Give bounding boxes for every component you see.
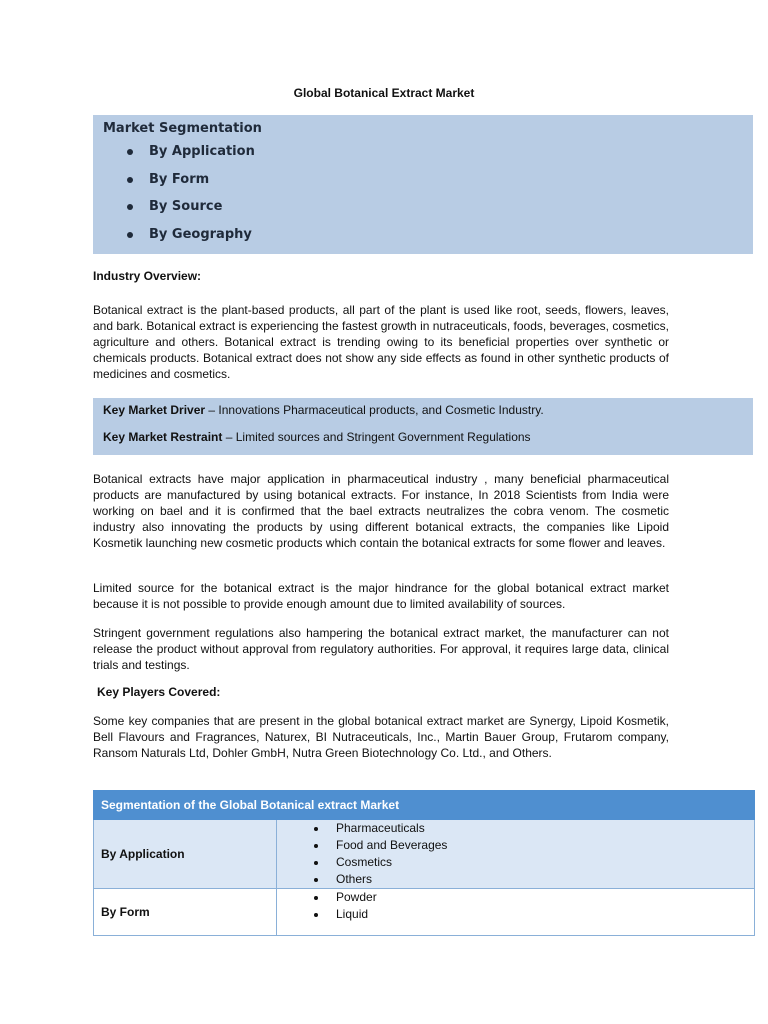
list-item: Others: [314, 871, 747, 888]
segmentation-item: By Form: [127, 172, 743, 200]
bullet-icon: [127, 177, 133, 183]
segmentation-item: By Source: [127, 199, 743, 227]
segmentation-list: [103, 144, 743, 254]
pharmaceutical-paragraph: Botanical extracts have major application in pharmaceutical industry , many beneficial pharmaceutical products are manufactured by using botanical extracts. For instance, In 2018 Scientists from India were working on bael and it is confirmed that the bael extracts neutralizes the cobra venom. The cosmetic industry also innovating the products by using different botanical extracts, the companies like Lipoid Kosmetik launching new cosmetic products which contain the botanical extracts for some flower and leaves.: [93, 472, 669, 550]
limited-source-paragraph: Limited source for the botanical extract is the major hindrance for the global botanical extract market because it is not possible to provide enough amount due to limited availability of sources.: [93, 581, 669, 611]
bullet-icon: [314, 844, 318, 848]
bullet-icon: [127, 149, 133, 155]
market-segmentation-box: [93, 115, 753, 254]
key-players-heading: Key Players Covered:: [97, 685, 221, 699]
bullet-icon: [127, 232, 133, 238]
row-items: [277, 820, 755, 889]
key-players-text: Some key companies that are present in the global botanical extract market are Synergy, Lipoid Kosmetik, Bell Flavours and Fragrances, Naturex, BI Nutraceuticals, Inc., Martin Bauer Group, Frutarom company, Ransom Naturals Ltd, Dohler GmbH, Nutra Green Biotechnology Co. Ltd., and Others.: [93, 714, 669, 760]
industry-overview-text: Botanical extract is the plant-based products, all part of the plant is used like root, seeds, flowers, leaves, and bark. Botanical extract is experiencing the fastest growth in nutraceuticals, foods, beverages, cosmetics, agriculture and others. Botanical extract is trending owing to its beneficial properties over synthetic or chemicals products. Botanical extract does not show any side effects as found in other synthetic products of medicines and cosmetics.: [93, 303, 669, 381]
bullet-icon: [314, 827, 318, 831]
key-market-driver: Key Market Driver – Innovations Pharmaceutical products, and Cosmetic Industry.: [103, 403, 544, 417]
key-market-restraint: Key Market Restraint – Limited sources and Stringent Government Regulations: [103, 430, 531, 444]
market-segmentation-heading: Market Segmentation: [103, 121, 262, 136]
row-items: [277, 889, 755, 936]
document-title: Global Botanical Extract Market: [293, 86, 475, 100]
list-item: Pharmaceuticals: [314, 820, 747, 837]
bullet-icon: [314, 896, 318, 900]
regulations-paragraph: Stringent government regulations also hampering the botanical extract market, the manufacturer can not release the product without approval from regulatory authorities. For approval, it requires large data, clinical trials and testings.: [93, 626, 669, 672]
list-item: Food and Beverages: [314, 837, 747, 854]
table-row: [94, 889, 755, 936]
row-label: By Application: [94, 820, 277, 889]
segmentation-table: [93, 790, 755, 936]
table-row: [94, 820, 755, 889]
table-header: Segmentation of the Global Botanical extract Market: [94, 791, 755, 820]
list-item: Liquid: [314, 906, 747, 923]
segmentation-item: By Application: [127, 144, 743, 172]
bullet-icon: [314, 878, 318, 882]
drivers-box: [93, 398, 753, 455]
industry-overview-heading: Industry Overview:: [93, 269, 202, 283]
list-item: Cosmetics: [314, 854, 747, 871]
bullet-icon: [314, 913, 318, 917]
row-label: By Form: [94, 889, 277, 936]
list-item: Powder: [314, 889, 747, 906]
bullet-icon: [314, 861, 318, 865]
segmentation-item: By Geography: [127, 227, 743, 255]
bullet-icon: [127, 204, 133, 210]
